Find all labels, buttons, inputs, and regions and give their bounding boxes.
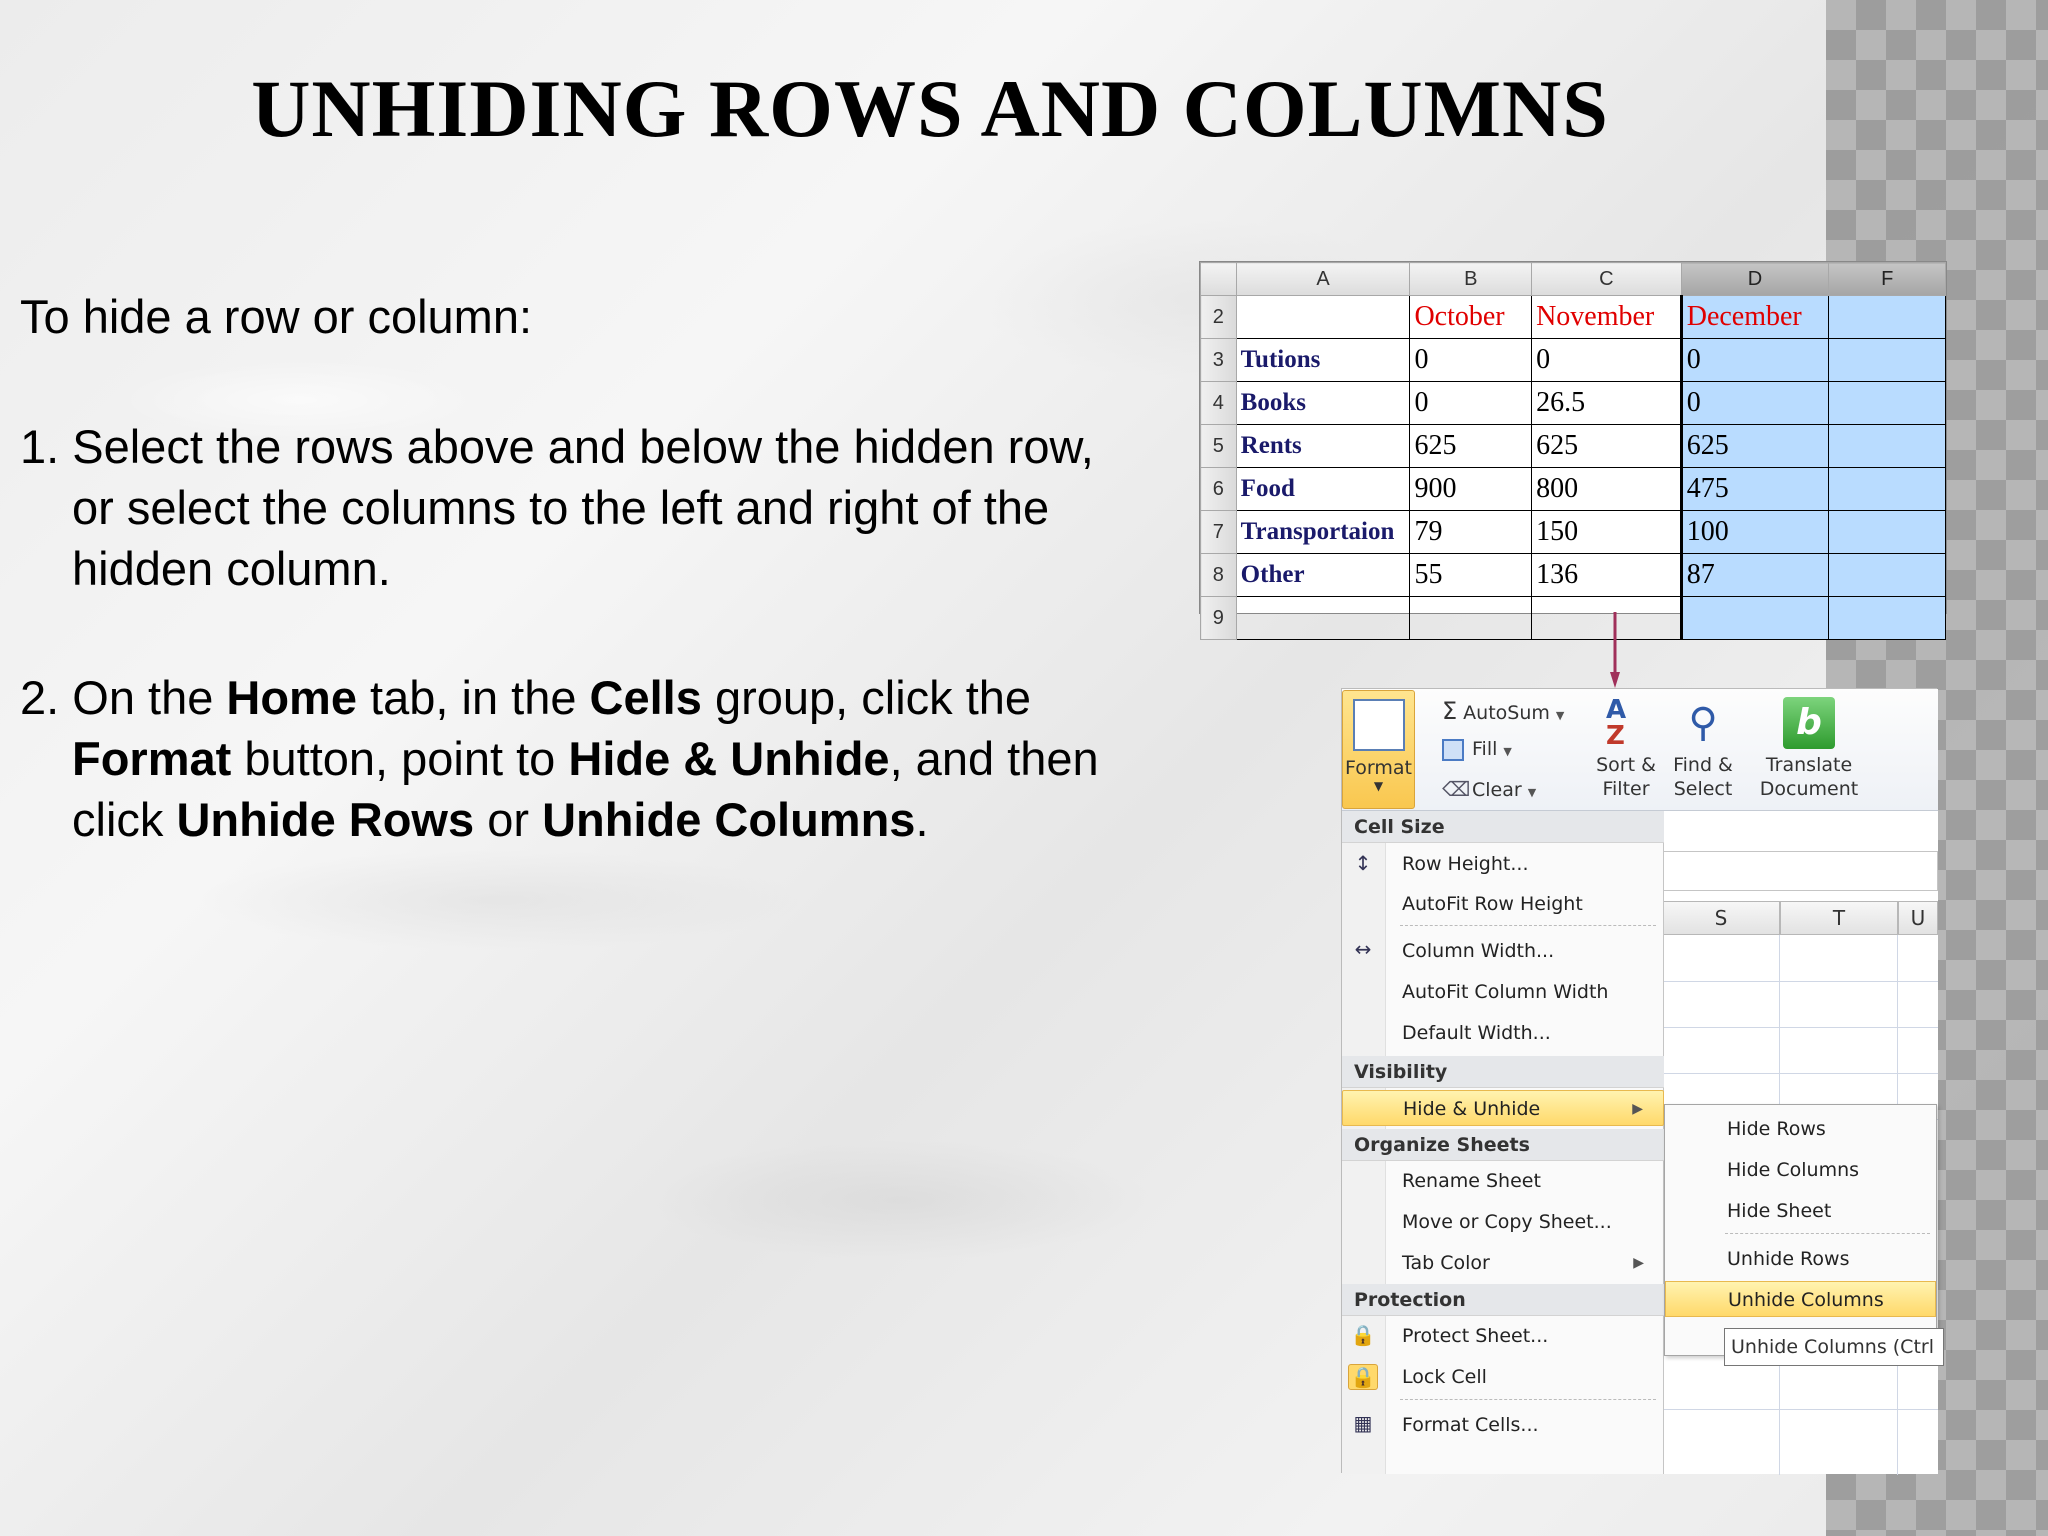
cell[interactable] bbox=[1236, 597, 1410, 640]
cell[interactable] bbox=[1829, 511, 1946, 554]
row-header[interactable]: 3 bbox=[1201, 339, 1237, 382]
cell-label[interactable]: Rents bbox=[1236, 425, 1410, 468]
cell[interactable] bbox=[1410, 597, 1532, 640]
clear-button[interactable] bbox=[1442, 777, 1536, 801]
dropdown-arrow-icon: ▼ bbox=[1373, 779, 1384, 793]
step2-format: Format bbox=[72, 732, 232, 785]
submenu-arrow-icon: ▶ bbox=[1633, 1255, 1644, 1271]
fill-icon bbox=[1442, 739, 1464, 761]
step2-part: button, point to bbox=[231, 732, 569, 785]
protect-sheet-icon: 🔒 bbox=[1350, 1323, 1376, 1347]
row-header[interactable]: 7 bbox=[1201, 511, 1237, 554]
find-select-label-2: Select bbox=[1673, 778, 1733, 800]
find-select-label-1: Find & bbox=[1673, 754, 1733, 776]
cell-label[interactable]: Books bbox=[1236, 382, 1410, 425]
translate-label-2: Document bbox=[1759, 778, 1859, 800]
menu-item-move-copy-sheet[interactable]: Move or Copy Sheet... bbox=[1402, 1211, 1612, 1233]
cell[interactable] bbox=[1681, 597, 1829, 640]
cell[interactable] bbox=[1829, 468, 1946, 511]
submenu-item-unhide-columns[interactable]: Unhide Columns bbox=[1665, 1281, 1936, 1317]
menu-separator bbox=[1400, 925, 1656, 926]
step2-part: group, click the bbox=[701, 671, 1032, 724]
step2-part: . bbox=[915, 793, 929, 846]
submenu-item-unhide-rows[interactable]: Unhide Rows bbox=[1727, 1248, 1850, 1270]
row-header[interactable]: 9 bbox=[1201, 597, 1237, 640]
step-2-text bbox=[20, 667, 1140, 850]
cell-label[interactable]: Other bbox=[1236, 554, 1410, 597]
sort-filter-label-1: Sort & bbox=[1596, 754, 1656, 776]
cell[interactable]: 625 bbox=[1410, 425, 1532, 468]
sigma-icon: Σ bbox=[1442, 697, 1458, 725]
menu-header-cell-size: Cell Size bbox=[1342, 811, 1664, 843]
cell[interactable] bbox=[1829, 554, 1946, 597]
menu-item-hide-unhide[interactable] bbox=[1342, 1090, 1664, 1126]
column-header-u[interactable]: U bbox=[1898, 901, 1938, 935]
spreadsheet-image bbox=[1199, 261, 1947, 629]
menu-item-row-height[interactable]: Row Height... bbox=[1402, 853, 1529, 875]
menu-item-column-width[interactable]: Column Width... bbox=[1402, 940, 1555, 962]
dropdown-arrow-icon: ▼ bbox=[1527, 786, 1537, 799]
intro-text: To hide a row or column: bbox=[20, 290, 533, 343]
row-height-icon: ↕ bbox=[1354, 851, 1372, 875]
cell-label[interactable]: Food bbox=[1236, 468, 1410, 511]
cell[interactable]: 55 bbox=[1410, 554, 1532, 597]
fill-button[interactable] bbox=[1442, 738, 1512, 761]
step2-unhide-columns: Unhide Columns bbox=[542, 793, 916, 846]
cell[interactable] bbox=[1829, 597, 1946, 640]
step2-part: tab, in the bbox=[357, 671, 590, 724]
formula-bar[interactable] bbox=[1662, 851, 1938, 891]
menu-item-protect-sheet[interactable]: Protect Sheet... bbox=[1402, 1325, 1549, 1347]
cell-december[interactable]: December bbox=[1681, 296, 1829, 339]
row-header[interactable]: 5 bbox=[1201, 425, 1237, 468]
cell[interactable]: 800 bbox=[1532, 468, 1682, 511]
translate-label-1: Translate bbox=[1765, 754, 1853, 776]
cell[interactable]: 150 bbox=[1532, 511, 1682, 554]
tab-color-label: Tab Color bbox=[1402, 1252, 1490, 1274]
column-header-f[interactable]: F bbox=[1829, 263, 1946, 296]
submenu-item-hide-rows[interactable]: Hide Rows bbox=[1727, 1118, 1826, 1140]
cell-november[interactable]: November bbox=[1532, 296, 1682, 339]
hide-unhide-submenu bbox=[1664, 1104, 1937, 1356]
dropdown-arrow-icon: ▼ bbox=[1503, 745, 1512, 758]
sort-filter-button[interactable] bbox=[1591, 697, 1661, 801]
down-arrow-icon bbox=[1610, 612, 1620, 688]
row-header[interactable]: 2 bbox=[1201, 296, 1237, 339]
step2-unhide-rows: Unhide Rows bbox=[176, 793, 475, 846]
menu-separator bbox=[1400, 1399, 1656, 1400]
menu-item-tab-color[interactable] bbox=[1342, 1245, 1664, 1281]
submenu-item-hide-sheet[interactable]: Hide Sheet bbox=[1727, 1200, 1832, 1222]
menu-header-protection: Protection bbox=[1342, 1284, 1664, 1316]
format-dropdown-menu bbox=[1342, 811, 1664, 1474]
sort-filter-label-2: Filter bbox=[1602, 778, 1650, 800]
tooltip: Unhide Columns (Ctrl bbox=[1724, 1328, 1944, 1366]
cell[interactable]: 0 bbox=[1410, 339, 1532, 382]
menu-item-autofit-row-height[interactable]: AutoFit Row Height bbox=[1402, 893, 1583, 915]
step2-part: 2. On the bbox=[20, 671, 227, 724]
menu-item-default-width[interactable]: Default Width... bbox=[1402, 1022, 1551, 1044]
ribbon-toolbar bbox=[1342, 689, 1938, 811]
cell[interactable] bbox=[1236, 296, 1410, 339]
cell-label[interactable]: Tutions bbox=[1236, 339, 1410, 382]
submenu-item-hide-columns[interactable]: Hide Columns bbox=[1727, 1159, 1860, 1181]
menu-item-format-cells[interactable]: Format Cells... bbox=[1402, 1414, 1539, 1436]
cell[interactable] bbox=[1829, 382, 1946, 425]
column-header-c[interactable]: C bbox=[1532, 263, 1682, 296]
column-header-t[interactable]: T bbox=[1780, 901, 1898, 935]
autosum-label: AutoSum bbox=[1463, 702, 1550, 724]
cell[interactable]: 625 bbox=[1532, 425, 1682, 468]
format-menu-image bbox=[1341, 688, 1937, 1473]
step2-hide-unhide: Hide & Unhide bbox=[568, 732, 890, 785]
step2-home: Home bbox=[226, 671, 357, 724]
cell[interactable] bbox=[1532, 597, 1682, 640]
cell[interactable]: 136 bbox=[1532, 554, 1682, 597]
find-select-button[interactable] bbox=[1666, 697, 1740, 801]
hide-unhide-label: Hide & Unhide bbox=[1403, 1098, 1541, 1120]
cell[interactable] bbox=[1829, 425, 1946, 468]
binoculars-icon: ⚲ bbox=[1688, 700, 1718, 746]
cell[interactable]: 0 bbox=[1532, 339, 1682, 382]
row-header[interactable]: 8 bbox=[1201, 554, 1237, 597]
step2-part: or bbox=[474, 793, 543, 846]
cell-label[interactable]: Transportaion bbox=[1236, 511, 1410, 554]
cell[interactable]: 26.5 bbox=[1532, 382, 1682, 425]
row-header[interactable]: 4 bbox=[1201, 382, 1237, 425]
cell[interactable]: 0 bbox=[1681, 339, 1829, 382]
cell[interactable]: 625 bbox=[1681, 425, 1829, 468]
step-1-text: 1. Select the rows above and below the hidden row, or select the columns to the left and right of the hidden column. bbox=[20, 420, 1094, 595]
format-button[interactable] bbox=[1342, 690, 1415, 809]
format-icon bbox=[1353, 699, 1405, 751]
eraser-icon: ⌫ bbox=[1442, 777, 1471, 801]
column-width-icon: ↔ bbox=[1354, 937, 1372, 961]
format-cells-icon: ▦ bbox=[1353, 1411, 1373, 1435]
menu-item-autofit-column-width[interactable]: AutoFit Column Width bbox=[1402, 981, 1609, 1003]
step2-cells: Cells bbox=[589, 671, 702, 724]
translate-icon: b bbox=[1783, 697, 1835, 749]
select-all-corner[interactable] bbox=[1201, 263, 1237, 296]
step2-part: , and then click bbox=[72, 732, 1099, 846]
cell[interactable]: 900 bbox=[1410, 468, 1532, 511]
column-header-a[interactable]: A bbox=[1236, 263, 1410, 296]
menu-separator bbox=[1725, 1233, 1930, 1234]
grid-column-headers bbox=[1662, 901, 1938, 935]
cell[interactable]: 0 bbox=[1681, 382, 1829, 425]
cell-october[interactable]: October bbox=[1410, 296, 1532, 339]
cell[interactable] bbox=[1829, 296, 1946, 339]
submenu-arrow-icon: ▶ bbox=[1632, 1101, 1643, 1117]
fill-label: Fill bbox=[1472, 738, 1498, 760]
column-header-d[interactable]: D bbox=[1681, 263, 1829, 296]
sort-filter-icon: A Z bbox=[1606, 695, 1627, 751]
row-header[interactable]: 6 bbox=[1201, 468, 1237, 511]
menu-item-rename-sheet[interactable]: Rename Sheet bbox=[1402, 1170, 1541, 1192]
cell[interactable]: 0 bbox=[1410, 382, 1532, 425]
cell[interactable]: 79 bbox=[1410, 511, 1532, 554]
column-header-b[interactable]: B bbox=[1410, 263, 1532, 296]
format-label: Format bbox=[1345, 757, 1412, 779]
cell[interactable]: 87 bbox=[1681, 554, 1829, 597]
cell[interactable]: 475 bbox=[1681, 468, 1829, 511]
clear-label: Clear bbox=[1472, 779, 1522, 801]
menu-header-visibility: Visibility bbox=[1342, 1056, 1664, 1088]
menu-item-lock-cell[interactable]: Lock Cell bbox=[1402, 1366, 1487, 1388]
translate-document-button[interactable] bbox=[1755, 697, 1863, 801]
slide-title: UNHIDING ROWS AND COLUMNS bbox=[251, 63, 1609, 154]
column-header-s[interactable]: S bbox=[1662, 901, 1780, 935]
dropdown-arrow-icon: ▼ bbox=[1555, 709, 1565, 722]
cell[interactable] bbox=[1829, 339, 1946, 382]
cell[interactable]: 100 bbox=[1681, 511, 1829, 554]
lock-cell-icon: 🔒 bbox=[1348, 1364, 1378, 1390]
menu-header-organize-sheets: Organize Sheets bbox=[1342, 1129, 1664, 1161]
autosum-button[interactable] bbox=[1442, 697, 1564, 725]
